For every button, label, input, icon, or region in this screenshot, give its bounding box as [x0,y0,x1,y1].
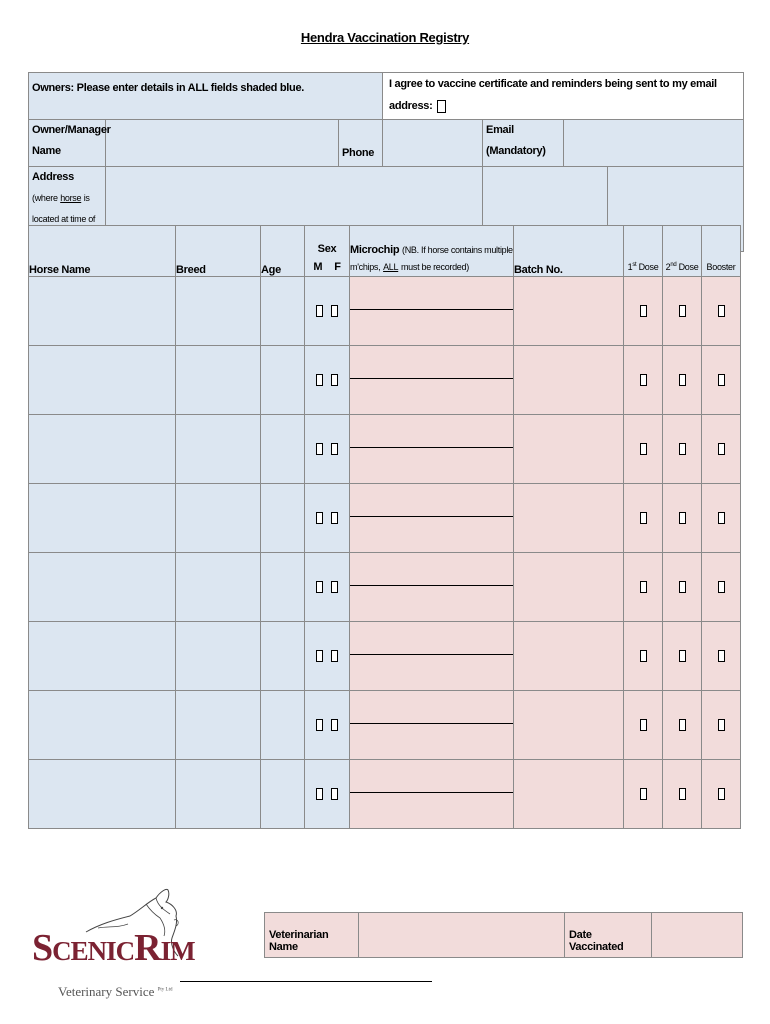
date-vaccinated-label: Date Vaccinated [565,913,652,958]
booster-cell [702,346,741,415]
horse-row [29,415,741,484]
age-field[interactable] [261,622,305,691]
sex-female-checkbox[interactable] [331,374,338,386]
consent-text: I agree to vaccine certificate and reminders being sent to my email address: [389,78,717,112]
horse-name-field[interactable] [29,484,176,553]
sex-field [305,622,350,691]
phone-field[interactable] [383,120,483,167]
dose2-checkbox[interactable] [679,581,686,593]
microchip-divider [350,447,513,448]
sex-field [305,484,350,553]
vet-name-label: Veterinarian Name [265,913,359,958]
booster-cell [702,622,741,691]
booster-checkbox[interactable] [718,788,725,800]
col-microchip: Microchip (NB. If horse contains multiple m'chips, ALL must be recorded) [350,226,514,277]
col-booster: Booster [702,226,741,277]
microchip-field[interactable] [350,553,514,622]
booster-cell [702,277,741,346]
age-field[interactable] [261,415,305,484]
booster-checkbox[interactable] [718,374,725,386]
horse-name-field[interactable] [29,415,176,484]
booster-cell [702,760,741,829]
consent-checkbox[interactable] [437,100,446,113]
sex-field [305,553,350,622]
sex-male-checkbox[interactable] [316,512,323,524]
dose1-checkbox[interactable] [640,443,647,455]
batch-field[interactable] [514,484,624,553]
sex-female-checkbox[interactable] [331,581,338,593]
logo-underline [180,981,432,982]
consent-cell [383,73,744,120]
microchip-divider [350,585,513,586]
address-label: Address (where horse is located at time of vaccine) [29,167,106,252]
col-batch: Batch No. [514,226,624,277]
microchip-divider [350,654,513,655]
breed-field[interactable] [176,760,261,829]
owner-instruction: Owners: Please enter details in ALL fields shaded blue. [29,73,383,120]
horse-row [29,760,741,829]
microchip-field[interactable] [350,691,514,760]
dose2-checkbox[interactable] [679,374,686,386]
sex-male-checkbox[interactable] [316,443,323,455]
dose1-cell [624,622,663,691]
microchip-divider [350,378,513,379]
booster-cell [702,553,741,622]
date-vaccinated-field[interactable] [652,913,743,958]
sex-female-checkbox[interactable] [331,650,338,662]
horse-name-field[interactable] [29,277,176,346]
age-field[interactable] [261,691,305,760]
dose1-cell [624,415,663,484]
microchip-divider [350,723,513,724]
horse-name-field[interactable] [29,553,176,622]
microchip-field[interactable] [350,760,514,829]
microchip-field[interactable] [350,346,514,415]
sex-female-checkbox[interactable] [331,443,338,455]
dose1-checkbox[interactable] [640,512,647,524]
sex-male-checkbox[interactable] [316,788,323,800]
dose2-checkbox[interactable] [679,512,686,524]
col-breed: Breed [176,226,261,277]
email-field[interactable] [564,120,744,167]
phone-label: Phone [339,120,383,167]
microchip-field[interactable] [350,277,514,346]
booster-checkbox[interactable] [718,305,725,317]
sex-female-checkbox[interactable] [331,305,338,317]
dose2-cell [663,691,702,760]
dose2-checkbox[interactable] [679,650,686,662]
microchip-field[interactable] [350,622,514,691]
microchip-divider [350,309,513,310]
postcode-label: Postcode [623,232,671,244]
microchip-divider [350,516,513,517]
horse-row [29,553,741,622]
dose1-checkbox[interactable] [640,374,647,386]
horse-name-field[interactable] [29,691,176,760]
breed-field[interactable] [176,277,261,346]
dose2-cell [663,553,702,622]
sex-male-checkbox[interactable] [316,719,323,731]
logo-name: ScenicRim [32,927,195,969]
sex-female-checkbox[interactable] [331,719,338,731]
dose1-cell [624,346,663,415]
horse-registry-table [28,225,741,829]
breed-field[interactable] [176,553,261,622]
microchip-field[interactable] [350,484,514,553]
dose1-checkbox[interactable] [640,719,647,731]
col-age: Age [261,226,305,277]
vet-details-table [264,912,743,958]
suburb-label: Suburb [373,232,410,244]
dose2-cell [663,760,702,829]
sex-field [305,760,350,829]
age-field[interactable] [261,484,305,553]
col-sex [305,226,350,277]
age-field[interactable] [261,277,305,346]
batch-field[interactable] [514,553,624,622]
microchip-field[interactable] [350,415,514,484]
sex-label: Sex [317,243,337,255]
batch-field[interactable] [514,415,624,484]
dose1-checkbox[interactable] [640,650,647,662]
email-label: Email (Mandatory) [483,120,564,167]
age-field[interactable] [261,553,305,622]
breed-field[interactable] [176,622,261,691]
dose1-cell [624,760,663,829]
breed-field[interactable] [176,691,261,760]
booster-checkbox[interactable] [718,581,725,593]
microchip-divider [350,792,513,793]
owner-name-label: Owner/Manager Name [29,120,106,167]
booster-cell [702,415,741,484]
booster-checkbox[interactable] [718,650,725,662]
dose2-checkbox[interactable] [679,305,686,317]
sex-field [305,691,350,760]
horse-row [29,484,741,553]
batch-field[interactable] [514,691,624,760]
page-title: Hendra Vaccination Registry [300,30,470,45]
dose1-checkbox[interactable] [640,581,647,593]
col-dose2: 2nd Dose [663,226,702,277]
age-field[interactable] [261,760,305,829]
sex-male-checkbox[interactable] [316,374,323,386]
batch-field[interactable] [514,622,624,691]
dose1-cell [624,277,663,346]
booster-checkbox[interactable] [718,719,725,731]
dose2-cell [663,484,702,553]
vet-name-field[interactable] [359,913,565,958]
breed-field[interactable] [176,346,261,415]
booster-cell [702,484,741,553]
sex-female-checkbox[interactable] [331,788,338,800]
sex-field [305,346,350,415]
sex-field [305,415,350,484]
dose1-cell [624,484,663,553]
sex-female-checkbox[interactable] [331,512,338,524]
dose1-cell [624,691,663,760]
batch-field[interactable] [514,346,624,415]
horse-name-field[interactable] [29,760,176,829]
col-horse-name: Horse Name [29,226,176,277]
logo-subtitle: Veterinary Service $^{Pty Ltd}$ [58,984,173,999]
sex-field [305,277,350,346]
horse-row [29,346,741,415]
breed-field[interactable] [176,415,261,484]
dose2-cell [663,415,702,484]
dose2-checkbox[interactable] [679,443,686,455]
breed-field[interactable] [176,484,261,553]
sex-male-checkbox[interactable] [316,581,323,593]
horse-row [29,622,741,691]
sex-f-label: F [334,261,341,273]
dose2-checkbox[interactable] [679,788,686,800]
sex-male-checkbox[interactable] [316,650,323,662]
sex-male-checkbox[interactable] [316,305,323,317]
booster-checkbox[interactable] [718,512,725,524]
dose1-checkbox[interactable] [640,305,647,317]
booster-cell [702,691,741,760]
horse-row [29,691,741,760]
age-field[interactable] [261,346,305,415]
batch-field[interactable] [514,277,624,346]
col-dose1: 1st Dose [624,226,663,277]
owner-name-field[interactable] [106,120,339,167]
dose2-cell [663,622,702,691]
batch-field[interactable] [514,760,624,829]
dose2-cell [663,346,702,415]
sex-m-label: M [313,261,323,273]
booster-checkbox[interactable] [718,443,725,455]
dose1-cell [624,553,663,622]
dose2-cell [663,277,702,346]
horse-row [29,277,741,346]
dose2-checkbox[interactable] [679,719,686,731]
horse-name-field[interactable] [29,346,176,415]
horse-name-field[interactable] [29,622,176,691]
dose1-checkbox[interactable] [640,788,647,800]
